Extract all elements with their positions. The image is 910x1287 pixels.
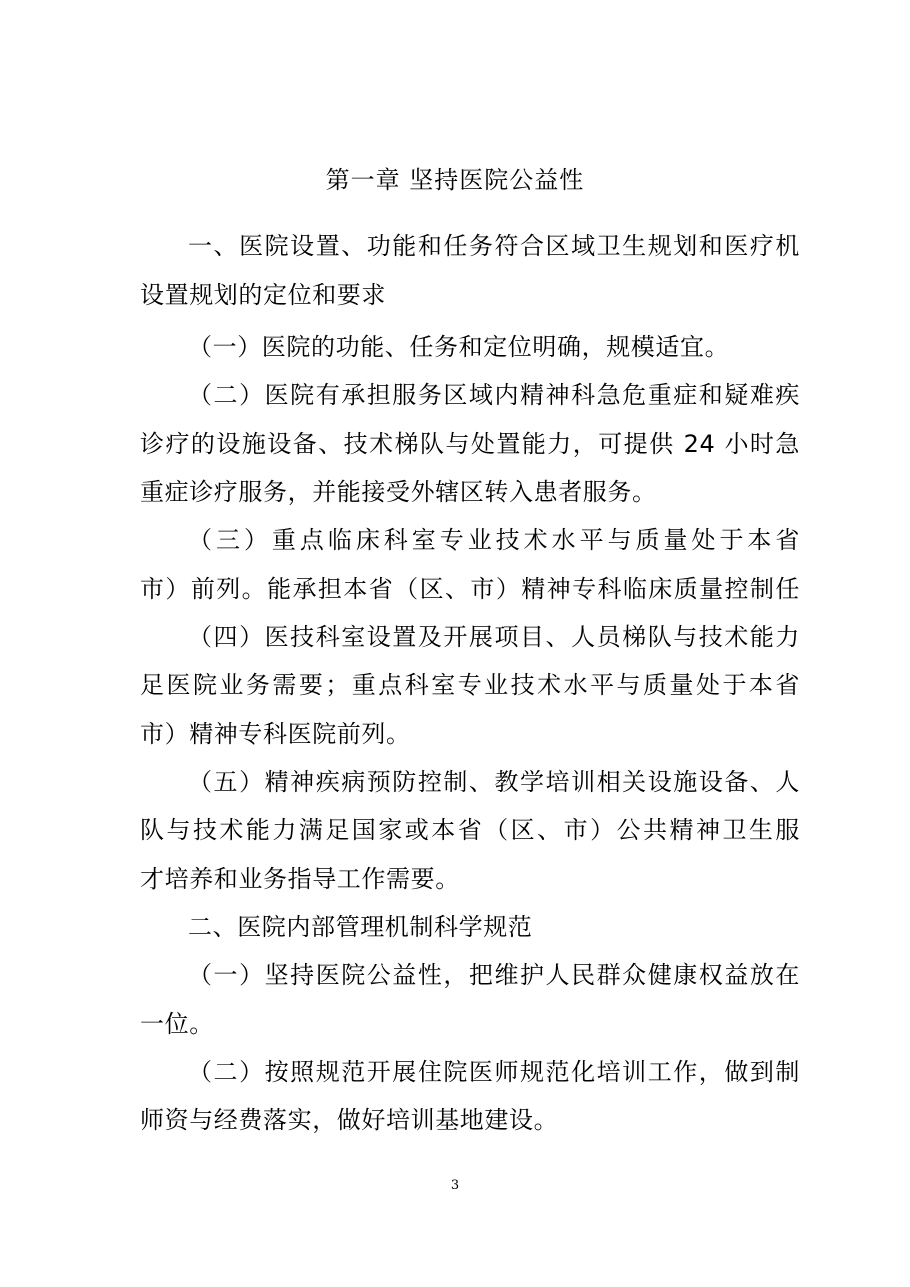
section-1-item-2-line-2: 诊疗的设施设备、技术梯队与处置能力，可提供 24 小时急 <box>140 430 800 458</box>
section-2-item-2-line-1: （二）按照规范开展住院医师规范化培训工作，做到制 <box>188 1058 800 1086</box>
section-1-item-4-line-1: （四）医技科室设置及开展项目、人员梯队与技术能力 <box>188 623 800 651</box>
section-1-item-4-line-3: 市）精神专科医院前列。 <box>140 720 411 748</box>
section-1-item-5-line-1: （五）精神疾病预防控制、教学培训相关设施设备、人 <box>188 768 800 796</box>
chapter-title: 第一章 坚持医院公益性 <box>325 166 585 194</box>
section-1-item-1-line-1: （一）医院的功能、任务和定位明确，规模适宜。 <box>188 333 730 361</box>
section-2-item-2-line-2: 师资与经费落实，做好培训基地建设。 <box>140 1106 559 1134</box>
section-1-item-2-line-1: （二）医院有承担服务区域内精神科急危重症和疑难疾 <box>188 381 800 409</box>
section-1-item-3-line-1: （三）重点临床科室专业技术水平与质量处于本省 <box>188 526 800 554</box>
section-1-item-3-line-2: 市）前列。能承担本省（区、市）精神专科临床质量控制任 <box>140 575 800 603</box>
section-1-item-5-line-2: 队与技术能力满足国家或本省（区、市）公共精神卫生服 <box>140 816 800 844</box>
section-1-heading-line-2: 设置规划的定位和要求 <box>140 281 386 309</box>
section-1-item-5-line-3: 才培养和业务指导工作需要。 <box>140 865 460 893</box>
section-2-heading: 二、医院内部管理机制科学规范 <box>188 913 533 941</box>
section-1-item-2-line-3: 重症诊疗服务，并能接受外辖区转入患者服务。 <box>140 478 657 506</box>
section-2-item-1-line-1: （一）坚持医院公益性，把维护人民群众健康权益放在 <box>188 961 800 989</box>
section-1-heading-line-1: 一、医院设置、功能和任务符合区域卫生规划和医疗机 <box>188 232 800 260</box>
section-2-item-1-line-2: 一位。 <box>140 1010 214 1038</box>
page-number: 3 <box>450 1178 460 1193</box>
section-1-item-4-line-2: 足医院业务需要；重点科室专业技术水平与质量处于本省 <box>140 671 800 699</box>
